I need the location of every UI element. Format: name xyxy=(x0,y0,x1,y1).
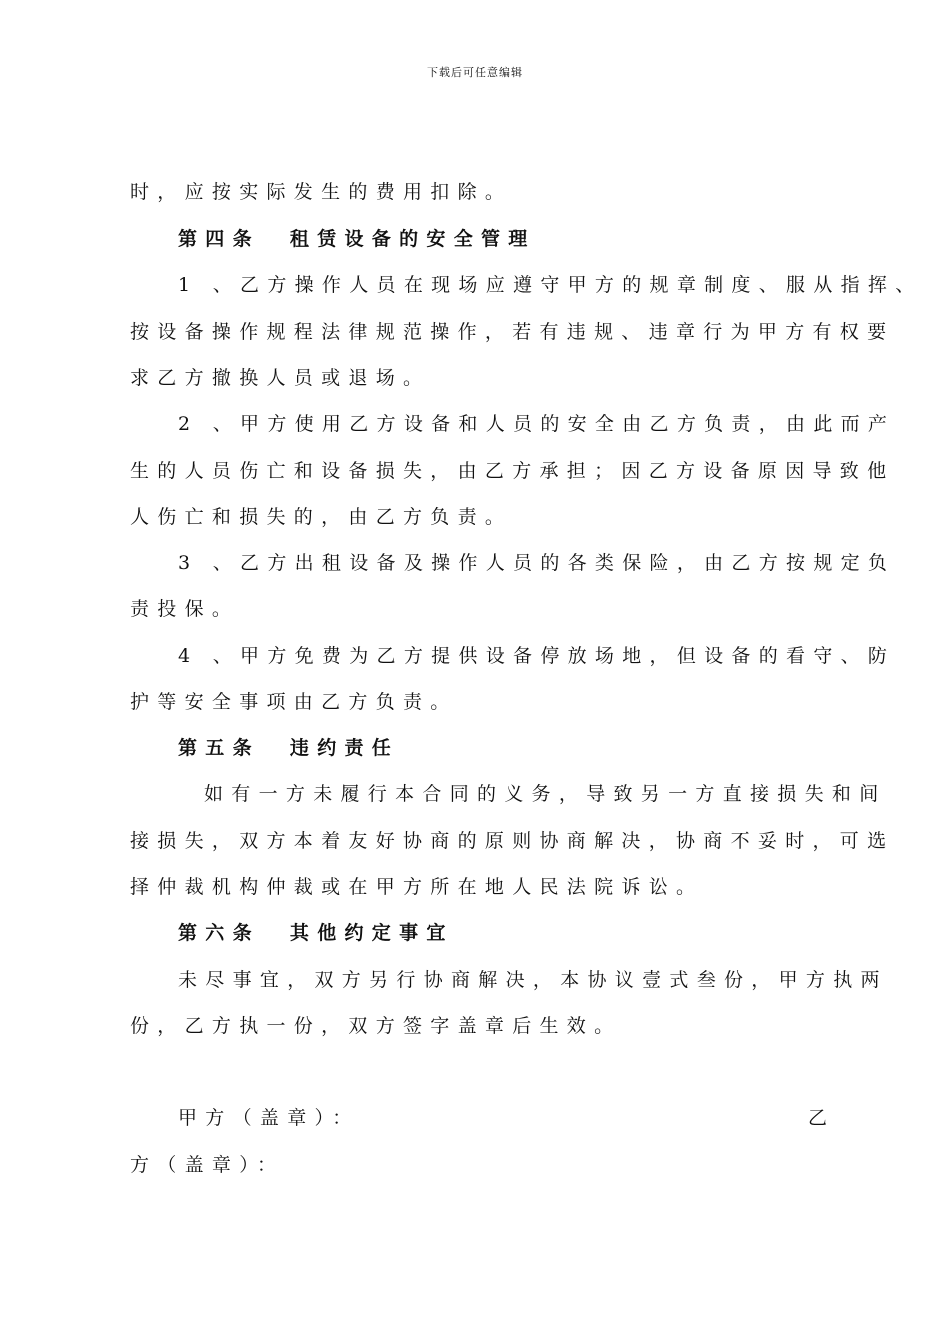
paragraph-line: 接损失，双方本着友好协商的原则协商解决，协商不妥时，可选 xyxy=(130,830,895,852)
signature-party-a: 甲方（盖章）： xyxy=(178,1107,360,1129)
signature-party-b: 方（盖章）： xyxy=(130,1154,285,1176)
paragraph-line: 择仲裁机构仲裁或在甲方所在地人民法院诉讼。 xyxy=(130,876,704,898)
paragraph-line: 份，乙方执一份，双方签字盖章后生效。 xyxy=(130,1015,622,1037)
paragraph-line: 3 、乙方出租设备及操作人员的各类保险，由乙方按规定负 xyxy=(178,552,896,574)
section-number: 第五条 xyxy=(178,737,260,759)
section-title: 租赁设备的安全管理 xyxy=(289,228,536,250)
section-heading-5 xyxy=(178,736,399,760)
paragraph-line: 如有一方未履行本合同的义务，导致另一方直接损失和间 xyxy=(204,783,887,805)
paragraph-line: 人伤亡和损失的，由乙方负责。 xyxy=(130,506,513,528)
section-number: 第六条 xyxy=(178,922,260,944)
section-title: 其他约定事宜 xyxy=(289,922,454,944)
paragraph-line: 求乙方撤换人员或退场。 xyxy=(130,367,431,389)
paragraph-line: 责投保。 xyxy=(130,598,240,620)
paragraph-line: 2 、甲方使用乙方设备和人员的安全由乙方负责，由此而产 xyxy=(178,413,896,435)
paragraph-line: 按设备操作规程法律规范操作，若有违规、违章行为甲方有权要 xyxy=(130,321,895,343)
signature-party-b-start: 乙 xyxy=(808,1107,828,1129)
section-number: 第四条 xyxy=(178,228,260,250)
paragraph-line: 时，应按实际发生的费用扣除。 xyxy=(130,181,513,203)
paragraph-line: 生的人员伤亡和设备损失，由乙方承担；因乙方设备原因导致他 xyxy=(130,460,895,482)
section-heading-6 xyxy=(178,921,454,945)
section-heading-4 xyxy=(178,227,536,251)
paragraph-line: 4 、甲方免费为乙方提供设备停放场地，但设备的看守、防 xyxy=(178,645,896,667)
paragraph-line: 护等安全事项由乙方负责。 xyxy=(130,691,458,713)
page-header: 下载后可任意编辑 xyxy=(427,66,523,79)
paragraph-line: 未尽事宜，双方另行协商解决，本协议壹式叁份，甲方执两 xyxy=(178,969,888,991)
section-title: 违约责任 xyxy=(289,737,400,759)
paragraph-line: 1 、乙方操作人员在现场应遵守甲方的规章制度、服从指挥、 xyxy=(178,274,923,296)
